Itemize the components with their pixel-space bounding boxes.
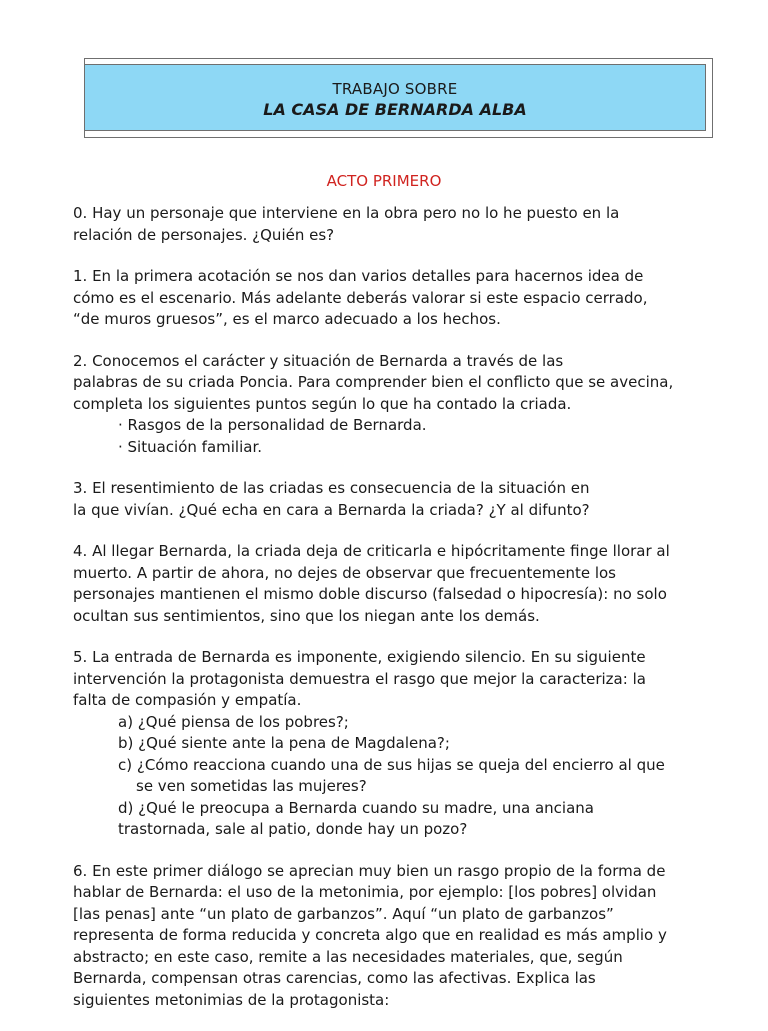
title-line-1: TRABAJO SOBRE bbox=[332, 80, 458, 98]
text-line: 5. La entrada de Bernarda es imponente, exigiendo silencio. En su siguiente bbox=[73, 648, 646, 666]
text-line: 6. En este primer diálogo se aprecian muy bien un rasgo propio de la forma de bbox=[73, 861, 666, 880]
bullet-item: · Rasgos de la personalidad de Bernarda. bbox=[118, 416, 427, 434]
text-line: ocultan sus sentimientos, sino que los niegan ante los demás. bbox=[73, 606, 540, 625]
text-line: 2. Conocemos el carácter y situación de Bernarda a través de las bbox=[73, 351, 564, 370]
question-4 bbox=[73, 541, 713, 627]
question-1 bbox=[73, 266, 713, 331]
text-line: la que vivían. ¿Qué echa en cara a Bernarda la criada? ¿Y al difunto? bbox=[73, 500, 590, 519]
sub-question: d) ¿Qué le preocupa a Bernarda cuando su madre, una anciana bbox=[118, 798, 594, 817]
question-5 bbox=[73, 647, 713, 841]
sub-question: se ven sometidas las mujeres? bbox=[136, 777, 367, 795]
text-line: representa de forma reducida y concreta algo que en realidad es más amplio y bbox=[73, 926, 667, 944]
text-line: 1. En la primera acotación se nos dan varios detalles para hacernos idea de bbox=[73, 267, 644, 285]
document-body bbox=[73, 203, 713, 1031]
sub-question: a) ¿Qué piensa de los pobres?; bbox=[118, 712, 349, 731]
section-title: ACTO PRIMERO bbox=[326, 172, 442, 190]
text-line: palabras de su criada Poncia. Para comprender bien el conflicto que se avecina, bbox=[73, 373, 674, 391]
text-line: 3. El resentimiento de las criadas es consecuencia de la situación en bbox=[73, 479, 590, 497]
title-box bbox=[84, 64, 706, 131]
sub-question: b) ¿Qué siente ante la pena de Magdalena?; bbox=[118, 734, 450, 752]
text-line: hablar de Bernarda: el uso de la metonimia, por ejemplo: [los pobres] olvidan bbox=[73, 883, 657, 901]
sub-question: trastornada, sale al patio, donde hay un pozo? bbox=[118, 820, 468, 838]
question-3 bbox=[73, 478, 713, 521]
text-line: 4. Al llegar Bernarda, la criada deja de criticarla e hipócritamente finge llorar al bbox=[73, 542, 670, 560]
text-line: siguientes metonimias de la protagonista: bbox=[73, 990, 390, 1009]
text-line: intervención la protagonista demuestra el rasgo que mejor la caracteriza: la bbox=[73, 669, 646, 688]
text-line: cómo es el escenario. Más adelante deberás valorar si este espacio cerrado, bbox=[73, 288, 648, 307]
text-line: [las penas] ante “un plato de garbanzos”. Aquí “un plato de garbanzos” bbox=[73, 904, 614, 923]
text-line: muerto. A partir de ahora, no dejes de observar que frecuentemente los bbox=[73, 563, 616, 582]
text-line: relación de personajes. ¿Quién es? bbox=[73, 225, 335, 244]
question-6 bbox=[73, 861, 713, 1012]
text-line: completa los siguientes puntos según lo que ha contado la criada. bbox=[73, 394, 572, 413]
text-line: 0. Hay un personaje que interviene en la obra pero no lo he puesto en la bbox=[73, 204, 620, 222]
text-line: falta de compasión y empatía. bbox=[73, 691, 302, 709]
text-line: abstracto; en este caso, remite a las necesidades materiales, que, según bbox=[73, 947, 623, 966]
question-0 bbox=[73, 203, 713, 246]
title-line-2: LA CASA DE BERNARDA ALBA bbox=[263, 100, 527, 119]
text-line: “de muros gruesos”, es el marco adecuado a los hechos. bbox=[73, 310, 501, 328]
text-line: personajes mantienen el mismo doble discurso (falsedad o hipocresía): no solo bbox=[73, 585, 667, 603]
sub-question: c) ¿Cómo reacciona cuando una de sus hijas se queja del encierro al que bbox=[118, 755, 665, 774]
text-line: Bernarda, compensan otras carencias, como las afectivas. Explica las bbox=[73, 969, 596, 987]
question-2 bbox=[73, 351, 713, 459]
bullet-item: · Situación familiar. bbox=[118, 437, 263, 456]
